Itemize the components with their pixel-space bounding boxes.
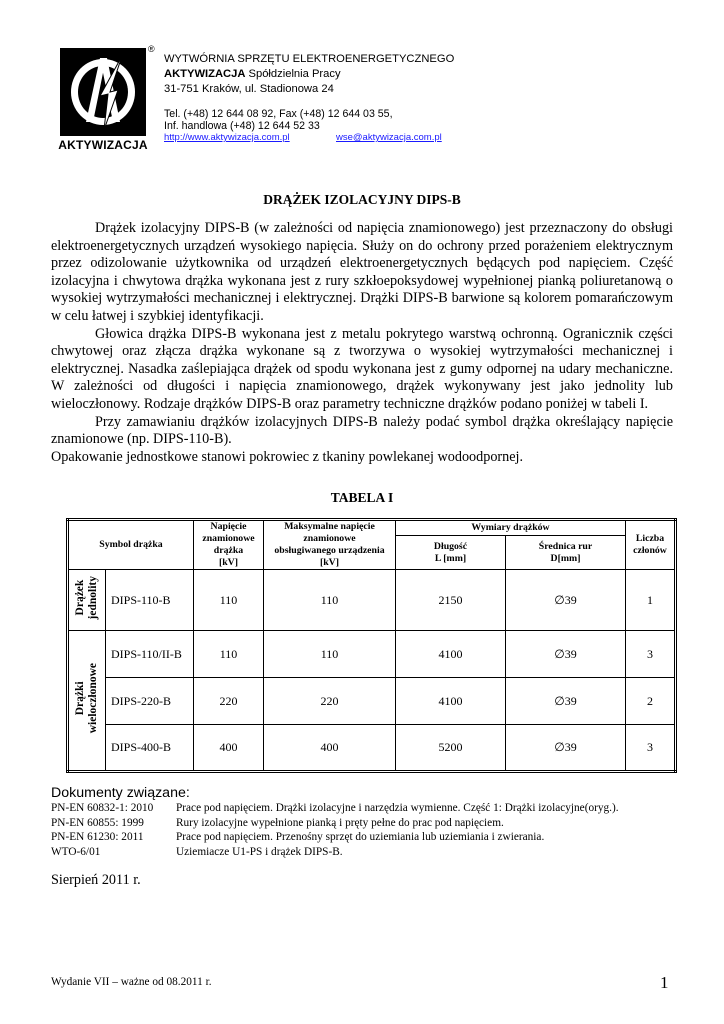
header-symbol: Symbol drążka xyxy=(68,520,194,570)
document-body xyxy=(51,220,673,466)
doc-code: PN-EN 60855: 1999 xyxy=(51,816,144,829)
related-docs-heading: Dokumenty związane: xyxy=(51,785,190,801)
header-voltage xyxy=(194,520,264,570)
header-max-voltage xyxy=(264,520,396,570)
cell-voltage: 220 xyxy=(194,678,264,725)
cell-symbol: DIPS-400-B xyxy=(106,725,194,772)
header-max-voltage-line: obsługiwanego urządzenia xyxy=(274,545,385,556)
header-diameter-line: D[mm] xyxy=(550,552,581,564)
header-segments-line: członów xyxy=(633,545,667,556)
group-single-cell xyxy=(68,570,106,631)
group-multi-label xyxy=(74,663,100,733)
header-voltage-line: znamionowe xyxy=(202,533,255,544)
paragraph: Opakowanie jednostkowe stanowi pokrowiec z tkaniny powlekanej wodoodpornej. xyxy=(51,448,524,465)
cell-max-voltage: 400 xyxy=(264,725,396,772)
document-date: Sierpień 2011 r. xyxy=(51,872,141,888)
cell-voltage: 110 xyxy=(194,570,264,631)
header-length-line: Długość xyxy=(433,540,468,552)
document-title: DRĄŻEK IZOLACYJNY DIPS-B xyxy=(263,192,461,207)
header-diameter-line: Średnica rur xyxy=(538,540,593,552)
doc-title: Rury izolacyjne wypełnione pianką i pręty pełne do prac pod napięciem. xyxy=(176,816,504,829)
header-max-voltage-line: [kV] xyxy=(319,557,340,568)
page-number: 1 xyxy=(660,973,669,992)
cell-diameter: ∅39 xyxy=(506,678,626,725)
cell-max-voltage: 110 xyxy=(264,631,396,678)
company-address: 31-751 Kraków, ul. Stadionowa 24 xyxy=(164,83,334,95)
doc-title: Prace pod napięciem. Przenośny sprzęt do uziemiania lub uziemiania i zwierania. xyxy=(176,831,545,844)
doc-code: PN-EN 61230: 2011 xyxy=(51,831,144,844)
logo-mark xyxy=(60,48,146,136)
header-length-line: L [mm] xyxy=(434,552,467,564)
group-label-line: Drążek xyxy=(74,580,86,616)
sales-line: Inf. handlowa (+48) 12 644 52 33 xyxy=(164,120,320,132)
company-header xyxy=(164,52,454,97)
cell-diameter: ∅39 xyxy=(506,631,626,678)
cell-symbol: DIPS-220-B xyxy=(106,678,194,725)
group-single-label xyxy=(74,576,100,619)
cell-length: 5200 xyxy=(396,725,506,772)
table-row xyxy=(68,570,676,631)
doc-code: PN-EN 60832-1: 2010 xyxy=(51,802,154,814)
header-voltage-line: [kV] xyxy=(218,557,239,568)
cell-segments: 1 xyxy=(626,570,676,631)
company-line: WYTWÓRNIA SPRZĘTU ELEKTROENERGETYCZNEGO xyxy=(164,53,455,65)
table-row xyxy=(68,678,676,725)
header-voltage-line: drążka xyxy=(213,545,244,556)
logo-wordmark: AKTYWIZACJA xyxy=(58,138,148,152)
header-dimensions: Wymiary drążków xyxy=(396,520,626,536)
cell-length: 4100 xyxy=(396,678,506,725)
cell-segments: 3 xyxy=(626,631,676,678)
header-segments-line: Liczba xyxy=(635,533,665,544)
cell-symbol: DIPS-110-B xyxy=(106,570,194,631)
header-max-voltage-line: Maksymalne napięcie xyxy=(284,521,375,532)
group-multi-cell xyxy=(68,631,106,772)
cell-voltage: 110 xyxy=(194,631,264,678)
phone-line: Tel. (+48) 12 644 08 92, Fax (+48) 12 644 03 55, xyxy=(164,108,393,120)
email-link[interactable]: wse@aktywizacja.com.pl xyxy=(336,132,442,143)
company-logo xyxy=(50,48,156,156)
company-name: AKTYWIZACJA xyxy=(164,68,246,80)
parameters-table xyxy=(66,518,677,773)
cell-symbol: DIPS-110/II-B xyxy=(106,631,194,678)
cell-max-voltage: 220 xyxy=(264,678,396,725)
table-row xyxy=(68,631,676,678)
doc-title: Prace pod napięciem. Drążki izolacyjne i narzędzia wymienne. Część 1: Drążki izolacyjne(oryg.). xyxy=(176,802,619,814)
cell-segments: 3 xyxy=(626,725,676,772)
paragraph: Przy zamawianiu drążków izolacyjnych DIPS-B należy podać symbol drążka określający napięcie znamionowe (np. DIPS-110-B). xyxy=(51,413,673,448)
header-max-voltage-line: znamionowe xyxy=(303,533,356,544)
company-suffix: Spółdzielnia Pracy xyxy=(245,68,341,80)
cell-length: 2150 xyxy=(396,570,506,631)
doc-code: WTO-6/01 xyxy=(51,845,101,858)
company-contact xyxy=(164,108,393,132)
header-length xyxy=(396,536,506,570)
group-label-line: Drążki xyxy=(74,681,86,716)
cell-voltage: 400 xyxy=(194,725,264,772)
doc-title: Uziemiacze U1-PS i drążek DIPS-B. xyxy=(176,845,343,858)
table-title: TABELA I xyxy=(330,490,394,505)
header-voltage-line: Napięcie xyxy=(210,521,247,532)
header-segments xyxy=(626,520,676,570)
edition-footer: Wydanie VII – ważne od 08.2011 r. xyxy=(51,976,212,988)
company-name-line xyxy=(164,67,454,82)
paragraph: Drążek izolacyjny DIPS-B (w zależności od napięcia znamionowego) jest przeznaczony do obsługi elektroenergetycznych urządzeń wysokiego napięcia. Służy on do ochrony przed porażeniem elektrycznym przez odizolowanie użytkownika od urządzeń elektroenergetycznych będących pod napięciem. Część izolacyjna i chwytowa drążka wykonana jest z rury szkłoepoksydowej wypełnionej pianką poliuretanową o wysokiej wytrzymałości mechanicznej i elektrycznej. Drążki DIPS-B barwione są kolorem pomarańczowym w celu łatwej i szybkiej identyfikacji. xyxy=(51,220,673,324)
cell-diameter: ∅39 xyxy=(506,725,626,772)
paragraph: Głowica drążka DIPS-B wykonana jest z metalu pokrytego warstwą ochronną. Ogranicznik części chwytowej oraz złącza drążka wykonane są z tworzywa o wysokiej wytrzymałości mechanicznej i elektrycznej. Nasadka zaślepiająca drążek od spodu wykonana jest z gumy odpornej na udary mechaniczne. W zależności od długości i napięcia znamionowego, drążek wykonywany jest jako jednolity lub wieloczłonowy. Rodzaje drążków DIPS-B oraz parametry techniczne drążków podano poniżej w tabeli I. xyxy=(51,325,673,412)
header-diameter xyxy=(506,536,626,570)
cell-length: 4100 xyxy=(396,631,506,678)
group-label-line: wieloczłonowe xyxy=(87,663,99,734)
group-label-line: jednolity xyxy=(87,576,99,620)
registered-mark: ® xyxy=(148,44,155,54)
cell-max-voltage: 110 xyxy=(264,570,396,631)
table-row xyxy=(68,725,676,772)
cell-diameter: ∅39 xyxy=(506,570,626,631)
table-header-row xyxy=(68,520,676,536)
cell-segments: 2 xyxy=(626,678,676,725)
website-link[interactable]: http://www.aktywizacja.com.pl xyxy=(164,132,290,143)
